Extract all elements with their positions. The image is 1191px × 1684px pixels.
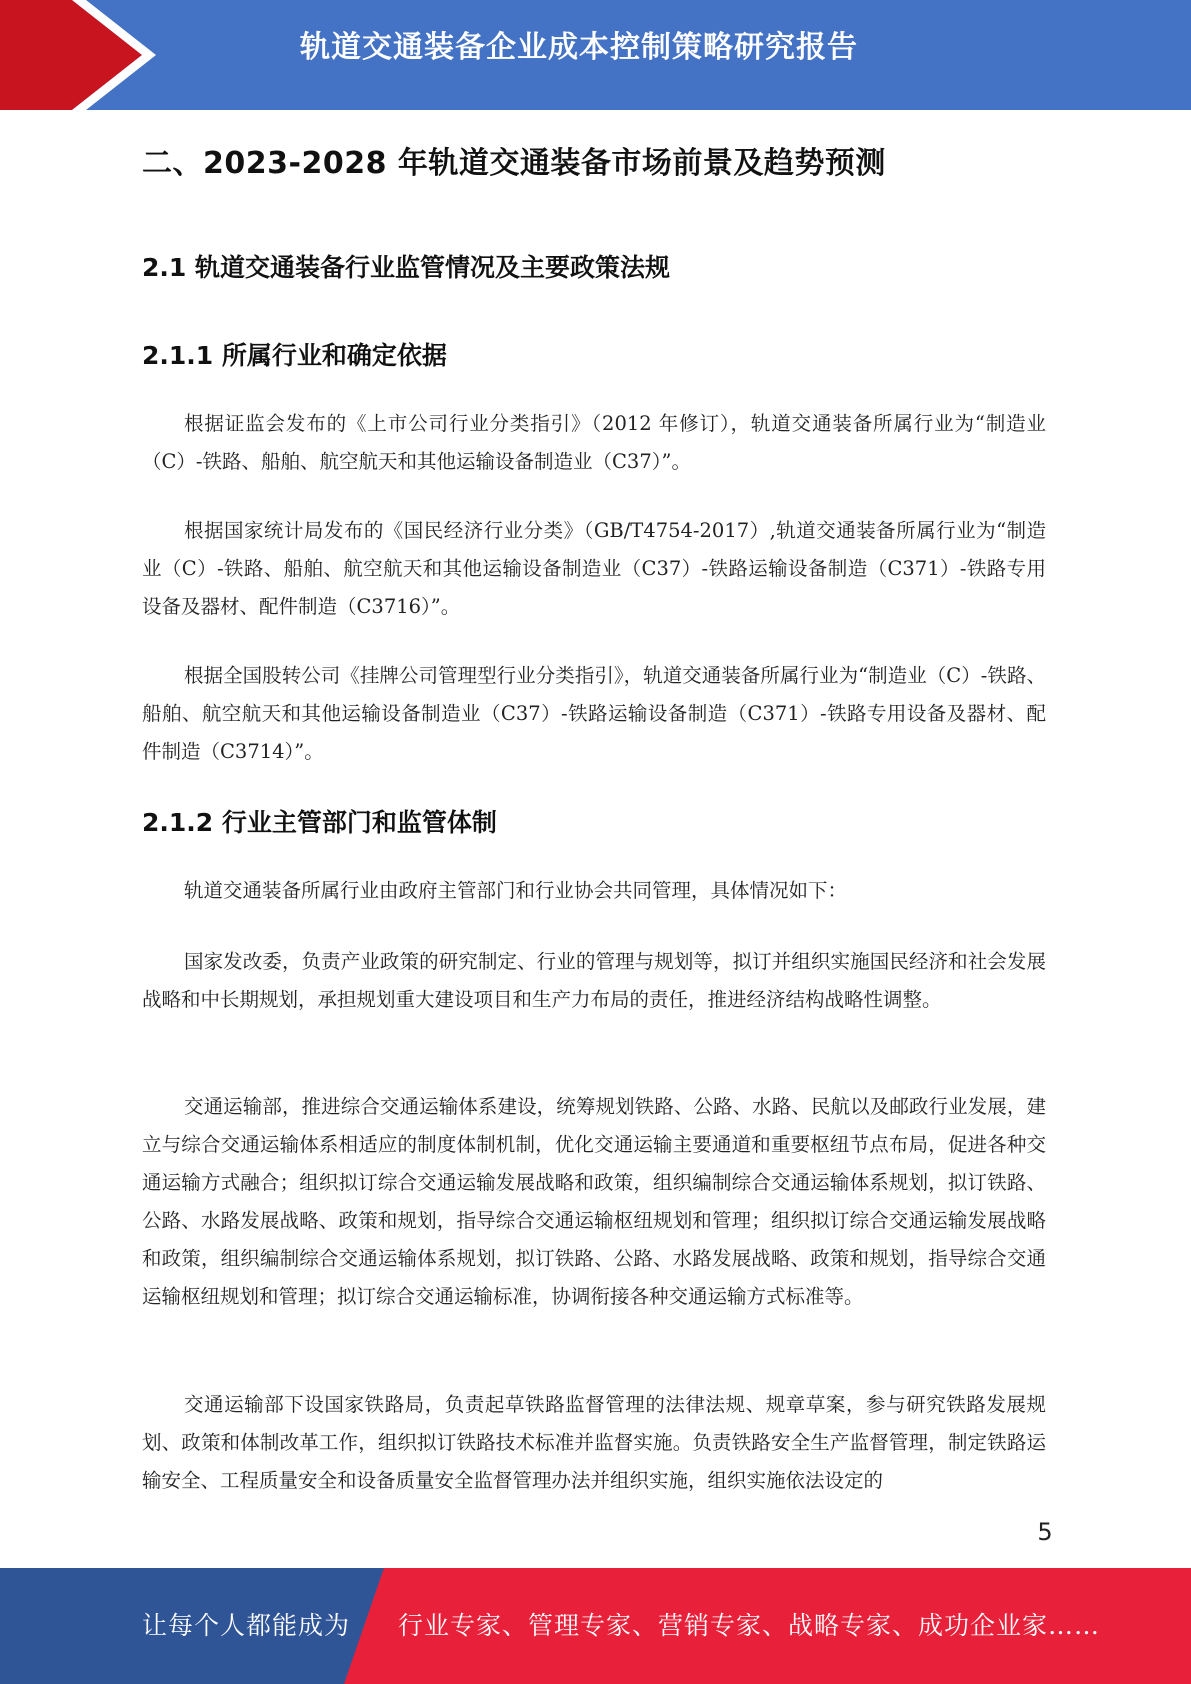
footer-slogan-right: 行业专家、管理专家、营销专家、战略专家、成功企业家…… (398, 1611, 1101, 1640)
header-banner (0, 0, 1191, 110)
paragraph: 交通运输部，推进综合交通运输体系建设，统筹规划铁路、公路、水路、民航以及邮政行业发展，建立与综合交通运输体系相适应的制度体制机制，优化交通运输主要通道和重要枢纽节点布局，促进各种交通运输方式融合；组织拟订综合交通运输发展战略和政策，组织编制综合交通运输体系规划，拟订铁路、公路、水路发展战略、政策和规划，指导综合交通运输枢纽规划和管理；组织拟订综合交通运输发展战略和政策，组织编制综合交通运输体系规划，拟订铁路、公路、水路发展战略、政策和规划，指导综合交通运输枢纽规划和管理；拟订综合交通运输标准，协调衔接各种交通运输方式标准等。 (142, 1095, 1046, 1308)
paragraph: 根据证监会发布的《上市公司行业分类指引》（2012 年修订），轨道交通装备所属行业为“制造业（C）-铁路、船舶、航空航天和其他运输设备制造业（C37）”。 (142, 412, 1046, 473)
footer-slogan-left: 让每个人都能成为 (142, 1611, 351, 1640)
footer-banner (0, 1568, 1191, 1684)
subsection-heading-2-1-2: 2.1.2 行业主管部门和监管体制 (142, 808, 497, 837)
paragraph: 根据国家统计局发布的《国民经济行业分类》（GB/T4754-2017）,轨道交通装备所属行业为“制造业（C）-铁路、船舶、航空航天和其他运输设备制造业（C37）-铁路运输设备制造（C371）-铁路专用设备及器材、配件制造（C3716）”。 (142, 519, 1046, 618)
paragraph: 国家发改委，负责产业政策的研究制定、行业的管理与规划等，拟订并组织实施国民经济和社会发展战略和中长期规划，承担规划重大建设项目和生产力布局的责任，推进经济结构战略性调整。 (142, 950, 1046, 1011)
section-heading: 二、2023-2028 年轨道交通装备市场前景及趋势预测 (142, 146, 886, 181)
subsection-heading-2-1: 2.1 轨道交通装备行业监管情况及主要政策法规 (142, 253, 670, 282)
paragraph: 交通运输部下设国家铁路局，负责起草铁路监督管理的法律法规、规章草案，参与研究铁路发展规划、政策和体制改革工作，组织拟订铁路技术标准并监督实施。负责铁路安全生产监督管理，制定铁路运输安全、工程质量安全和设备质量安全监督管理办法并组织实施，组织实施依法设定的 (142, 1393, 1046, 1492)
subsection-heading-2-1-1: 2.1.1 所属行业和确定依据 (142, 341, 447, 370)
paragraph: 根据全国股转公司《挂牌公司管理型行业分类指引》，轨道交通装备所属行业为“制造业（C）-铁路、船舶、航空航天和其他运输设备制造业（C37）-铁路运输设备制造（C371）-铁路专用设备及器材、配件制造（C3714）”。 (142, 664, 1046, 763)
page-number: 5 (1037, 1518, 1053, 1546)
report-title: 轨道交通装备企业成本控制策略研究报告 (300, 30, 858, 65)
paragraph: 轨道交通装备所属行业由政府主管部门和行业协会共同管理，具体情况如下： (184, 879, 848, 902)
